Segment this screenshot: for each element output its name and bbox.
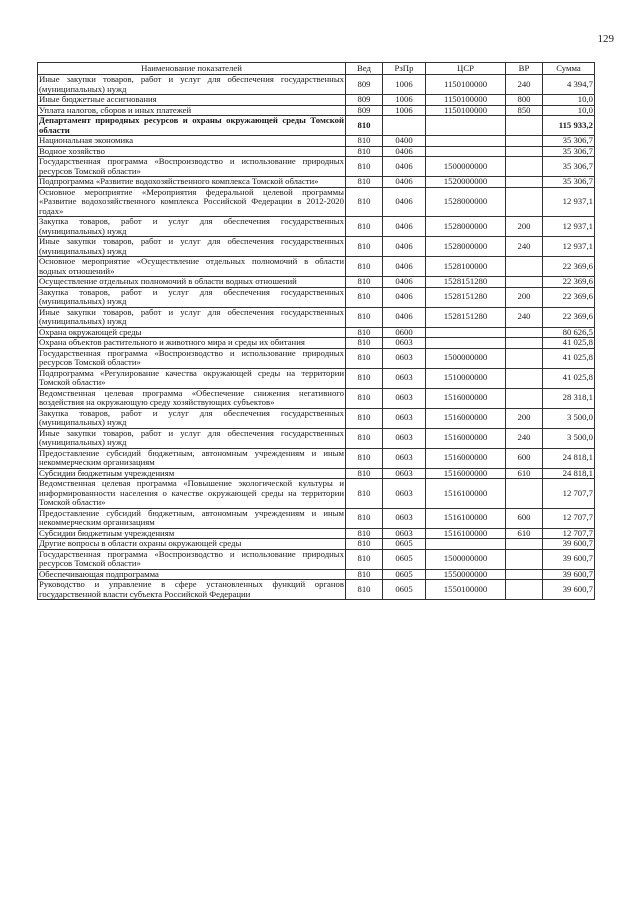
row-name-cell: Департамент природных ресурсов и охраны окружающей среды Томской области bbox=[39, 115, 344, 135]
row-csr-cell bbox=[426, 146, 506, 157]
row-csr-cell: 1516000000 bbox=[426, 408, 506, 428]
row-sum-cell: 35 306,7 bbox=[543, 146, 595, 157]
table-row bbox=[38, 75, 595, 95]
row-ved-cell: 810 bbox=[346, 479, 383, 509]
row-ved-cell: 810 bbox=[346, 338, 383, 349]
table-row bbox=[38, 468, 595, 479]
row-rzpr-cell: 0406 bbox=[383, 217, 426, 237]
row-sum-cell: 22 369,6 bbox=[543, 277, 595, 288]
row-name-cell: Иные закупки товаров, работ и услуг для обеспечения государственных (муниципальных) нужд bbox=[39, 74, 344, 94]
row-csr-cell: 1516000000 bbox=[426, 468, 506, 479]
row-csr-cell bbox=[426, 136, 506, 147]
row-rzpr-cell: 0605 bbox=[383, 549, 426, 569]
row-sum-cell: 41 025,8 bbox=[543, 338, 595, 349]
row-vr-cell: 600 bbox=[506, 448, 543, 468]
row-vr-cell: 240 bbox=[506, 428, 543, 448]
table-row bbox=[38, 157, 595, 177]
row-rzpr-cell: 1006 bbox=[383, 105, 426, 116]
row-rzpr-cell: 0406 bbox=[383, 146, 426, 157]
table-row bbox=[38, 528, 595, 539]
row-rzpr-cell: 0603 bbox=[383, 348, 426, 368]
row-csr-cell: 1516100000 bbox=[426, 508, 506, 528]
row-name-cell: Охрана окружающей среды bbox=[38, 327, 346, 338]
row-rzpr-cell: 0603 bbox=[383, 408, 426, 428]
table-row bbox=[38, 177, 595, 188]
table-row bbox=[38, 257, 595, 277]
row-name-cell: Субсидии бюджетным учреждениям bbox=[38, 528, 346, 539]
row-csr-cell: 1550000000 bbox=[426, 569, 506, 580]
header-name: Наименование показателей bbox=[38, 63, 346, 75]
table-row bbox=[38, 428, 595, 448]
row-ved-cell: 810 bbox=[346, 348, 383, 368]
table-row bbox=[38, 580, 595, 600]
row-sum-cell: 3 500,0 bbox=[543, 428, 595, 448]
row-name-cell: Осуществление отдельных полномочий в области водных отношений bbox=[38, 277, 346, 288]
row-sum-cell: 12 937,1 bbox=[543, 217, 595, 237]
row-csr-cell bbox=[426, 116, 506, 136]
row-csr-cell: 1516100000 bbox=[426, 528, 506, 539]
row-ved-cell: 810 bbox=[346, 528, 383, 539]
row-name-cell: Основное мероприятие «Осуществление отдельных полномочий в области водных отношений» bbox=[39, 256, 344, 276]
row-rzpr-cell bbox=[383, 116, 426, 136]
row-name-cell: Закупка товаров, работ и услуг для обеспечения государственных (муниципальных) нужд bbox=[39, 286, 344, 306]
row-ved-cell: 810 bbox=[346, 116, 383, 136]
row-vr-cell: 800 bbox=[506, 95, 543, 106]
table-row bbox=[38, 327, 595, 338]
row-vr-cell bbox=[506, 479, 543, 509]
row-sum-cell: 39 600,7 bbox=[543, 580, 595, 600]
row-name-cell: Государственная программа «Воспроизводство и использование природных ресурсов Томской области» bbox=[39, 156, 344, 176]
row-sum-cell: 24 818,1 bbox=[543, 448, 595, 468]
row-vr-cell: 200 bbox=[506, 287, 543, 307]
row-vr-cell bbox=[506, 539, 543, 550]
row-csr-cell: 1516100000 bbox=[426, 479, 506, 509]
row-ved-cell: 810 bbox=[346, 368, 383, 388]
row-csr-cell: 1516000000 bbox=[426, 388, 506, 408]
row-rzpr-cell: 1006 bbox=[383, 95, 426, 106]
row-vr-cell bbox=[506, 277, 543, 288]
row-csr-cell: 1528000000 bbox=[426, 237, 506, 257]
row-sum-cell: 41 025,8 bbox=[543, 348, 595, 368]
row-vr-cell bbox=[506, 549, 543, 569]
row-csr-cell: 1516000000 bbox=[426, 428, 506, 448]
row-name-cell: Ведомственная целевая программа «Обеспечение снижения негативного воздействия на окружающую среду хозяйствующих субъектов» bbox=[39, 387, 344, 407]
row-sum-cell: 39 600,7 bbox=[543, 539, 595, 550]
table-row bbox=[38, 136, 595, 147]
row-ved-cell: 810 bbox=[346, 287, 383, 307]
row-csr-cell: 1528151280 bbox=[426, 307, 506, 327]
row-sum-cell: 39 600,7 bbox=[543, 549, 595, 569]
row-rzpr-cell: 0603 bbox=[383, 508, 426, 528]
row-sum-cell: 35 306,7 bbox=[543, 177, 595, 188]
row-csr-cell: 1500000000 bbox=[426, 549, 506, 569]
table-row bbox=[38, 388, 595, 408]
row-name-cell: Предоставление субсидий бюджетным, автономным учреждениям и иным некоммерческим организациям bbox=[39, 507, 344, 527]
table-row bbox=[38, 569, 595, 580]
row-ved-cell: 810 bbox=[346, 408, 383, 428]
row-csr-cell: 1528151280 bbox=[426, 277, 506, 288]
row-sum-cell: 12 937,1 bbox=[543, 237, 595, 257]
row-ved-cell: 810 bbox=[346, 539, 383, 550]
row-sum-cell: 12 707,7 bbox=[543, 528, 595, 539]
row-sum-cell: 22 369,6 bbox=[543, 287, 595, 307]
table-row bbox=[38, 237, 595, 257]
row-name-cell: Субсидии бюджетным учреждениям bbox=[38, 468, 346, 479]
header-row bbox=[38, 63, 595, 75]
row-rzpr-cell: 0400 bbox=[383, 136, 426, 147]
row-sum-cell: 39 600,7 bbox=[543, 569, 595, 580]
row-name-cell: Закупка товаров, работ и услуг для обеспечения государственных (муниципальных) нужд bbox=[39, 407, 344, 427]
row-sum-cell: 41 025,8 bbox=[543, 368, 595, 388]
row-rzpr-cell: 0600 bbox=[383, 327, 426, 338]
row-name-cell: Предоставление субсидий бюджетным, автономным учреждениям и иным некоммерческим организациям bbox=[39, 447, 344, 467]
table-row bbox=[38, 408, 595, 428]
row-vr-cell: 240 bbox=[506, 307, 543, 327]
row-vr-cell bbox=[506, 580, 543, 600]
row-rzpr-cell: 0605 bbox=[383, 539, 426, 550]
header-csr: ЦСР bbox=[426, 63, 506, 75]
row-name-cell: Подпрограмма «Регулирование качества окружающей среды на территории Томской области» bbox=[39, 367, 344, 387]
row-rzpr-cell: 0605 bbox=[383, 569, 426, 580]
row-name-cell: Другие вопросы в области охраны окружающей среды bbox=[38, 539, 346, 550]
row-rzpr-cell: 0603 bbox=[383, 428, 426, 448]
table-row bbox=[38, 479, 595, 509]
row-rzpr-cell: 0406 bbox=[383, 257, 426, 277]
row-csr-cell: 1516000000 bbox=[426, 448, 506, 468]
row-csr-cell: 1528000000 bbox=[426, 217, 506, 237]
row-sum-cell: 12 937,1 bbox=[543, 187, 595, 217]
row-ved-cell: 809 bbox=[346, 75, 383, 95]
table-row bbox=[38, 277, 595, 288]
row-ved-cell: 810 bbox=[346, 448, 383, 468]
row-ved-cell: 810 bbox=[346, 277, 383, 288]
row-vr-cell bbox=[506, 348, 543, 368]
row-ved-cell: 810 bbox=[346, 136, 383, 147]
row-name-cell: Государственная программа «Воспроизводство и использование природных ресурсов Томской области» bbox=[39, 548, 344, 568]
row-ved-cell: 810 bbox=[346, 146, 383, 157]
page-number: 129 bbox=[597, 33, 614, 45]
row-csr-cell: 1150100000 bbox=[426, 95, 506, 106]
row-ved-cell: 810 bbox=[346, 549, 383, 569]
table-row bbox=[38, 95, 595, 106]
row-vr-cell: 200 bbox=[506, 217, 543, 237]
row-sum-cell: 24 818,1 bbox=[543, 468, 595, 479]
header-rzpr: РзПр bbox=[383, 63, 426, 75]
row-name-cell: Охрана объектов растительного и животного мира и среды их обитания bbox=[38, 338, 346, 349]
row-name-cell: Закупка товаров, работ и услуг для обеспечения государственных (муниципальных) нужд bbox=[39, 216, 344, 236]
row-vr-cell: 240 bbox=[506, 75, 543, 95]
row-sum-cell: 28 318,1 bbox=[543, 388, 595, 408]
row-vr-cell: 200 bbox=[506, 408, 543, 428]
row-vr-cell: 240 bbox=[506, 237, 543, 257]
row-ved-cell: 810 bbox=[346, 217, 383, 237]
row-rzpr-cell: 0406 bbox=[383, 157, 426, 177]
row-csr-cell: 1528151280 bbox=[426, 287, 506, 307]
row-rzpr-cell: 0603 bbox=[383, 388, 426, 408]
row-sum-cell: 22 369,6 bbox=[543, 307, 595, 327]
row-name-cell: Водное хозяйство bbox=[38, 146, 346, 157]
row-ved-cell: 810 bbox=[346, 508, 383, 528]
budget-table bbox=[37, 62, 595, 600]
row-rzpr-cell: 0406 bbox=[383, 277, 426, 288]
row-ved-cell: 810 bbox=[346, 388, 383, 408]
row-rzpr-cell: 0605 bbox=[383, 580, 426, 600]
row-name-cell: Иные бюджетные ассигнования bbox=[38, 95, 346, 106]
row-vr-cell bbox=[506, 157, 543, 177]
row-ved-cell: 810 bbox=[346, 307, 383, 327]
row-name-cell: Подпрограмма «Развитие водохозяйственного комплекса Томской области» bbox=[38, 177, 346, 188]
row-sum-cell: 12 707,7 bbox=[543, 508, 595, 528]
table-row bbox=[38, 287, 595, 307]
row-rzpr-cell: 0406 bbox=[383, 237, 426, 257]
table-row bbox=[38, 368, 595, 388]
table-row bbox=[38, 448, 595, 468]
header-sum: Сумма bbox=[543, 63, 595, 75]
row-rzpr-cell: 0406 bbox=[383, 177, 426, 188]
row-ved-cell: 810 bbox=[346, 187, 383, 217]
row-csr-cell: 1550100000 bbox=[426, 580, 506, 600]
row-vr-cell: 610 bbox=[506, 528, 543, 539]
row-ved-cell: 809 bbox=[346, 105, 383, 116]
table-row bbox=[38, 187, 595, 217]
row-sum-cell: 10,0 bbox=[543, 95, 595, 106]
row-ved-cell: 810 bbox=[346, 157, 383, 177]
row-rzpr-cell: 0603 bbox=[383, 468, 426, 479]
row-sum-cell: 115 933,2 bbox=[543, 116, 595, 136]
row-ved-cell: 810 bbox=[346, 580, 383, 600]
row-csr-cell: 1510000000 bbox=[426, 368, 506, 388]
table-row bbox=[38, 217, 595, 237]
row-name-cell: Ведомственная целевая программа «Повышение экологической культуры и информированности населения о качестве окружающей среды на территории Томской области» bbox=[39, 478, 344, 507]
row-csr-cell: 1528100000 bbox=[426, 257, 506, 277]
row-ved-cell: 810 bbox=[346, 569, 383, 580]
row-ved-cell: 810 bbox=[346, 177, 383, 188]
row-sum-cell: 35 306,7 bbox=[543, 157, 595, 177]
row-rzpr-cell: 0603 bbox=[383, 368, 426, 388]
row-sum-cell: 4 394,7 bbox=[543, 75, 595, 95]
row-vr-cell: 600 bbox=[506, 508, 543, 528]
row-vr-cell bbox=[506, 187, 543, 217]
row-vr-cell: 850 bbox=[506, 105, 543, 116]
row-rzpr-cell: 0406 bbox=[383, 287, 426, 307]
row-csr-cell bbox=[426, 338, 506, 349]
row-vr-cell bbox=[506, 338, 543, 349]
row-sum-cell: 12 707,7 bbox=[543, 479, 595, 509]
row-csr-cell: 1150100000 bbox=[426, 105, 506, 116]
row-sum-cell: 35 306,7 bbox=[543, 136, 595, 147]
row-name-cell: Национальная экономика bbox=[38, 136, 346, 147]
row-csr-cell: 1500000000 bbox=[426, 348, 506, 368]
row-name-cell: Обеспечивающая подпрограмма bbox=[38, 569, 346, 580]
row-sum-cell: 80 626,5 bbox=[543, 327, 595, 338]
table-row bbox=[38, 549, 595, 569]
row-ved-cell: 809 bbox=[346, 95, 383, 106]
row-name-cell: Руководство и управление в сфере установленных функций органов государственной власти субъекта Российской Федерации bbox=[39, 579, 344, 599]
row-csr-cell bbox=[426, 327, 506, 338]
row-sum-cell: 22 369,6 bbox=[543, 257, 595, 277]
row-ved-cell: 810 bbox=[346, 257, 383, 277]
row-vr-cell bbox=[506, 368, 543, 388]
row-rzpr-cell: 0406 bbox=[383, 187, 426, 217]
row-vr-cell bbox=[506, 327, 543, 338]
row-name-cell: Государственная программа «Воспроизводство и использование природных ресурсов Томской области» bbox=[39, 347, 344, 367]
row-rzpr-cell: 0603 bbox=[383, 528, 426, 539]
row-vr-cell: 610 bbox=[506, 468, 543, 479]
row-ved-cell: 810 bbox=[346, 428, 383, 448]
row-csr-cell bbox=[426, 539, 506, 550]
row-rzpr-cell: 0603 bbox=[383, 479, 426, 509]
row-rzpr-cell: 1006 bbox=[383, 75, 426, 95]
row-name-cell: Иные закупки товаров, работ и услуг для обеспечения государственных (муниципальных) нужд bbox=[39, 306, 344, 326]
row-rzpr-cell: 0406 bbox=[383, 307, 426, 327]
row-csr-cell: 1500000000 bbox=[426, 157, 506, 177]
row-name-cell: Иные закупки товаров, работ и услуг для обеспечения государственных (муниципальных) нужд bbox=[39, 236, 344, 256]
row-sum-cell: 3 500,0 bbox=[543, 408, 595, 428]
table-row bbox=[38, 307, 595, 327]
table-row bbox=[38, 116, 595, 136]
row-ved-cell: 810 bbox=[346, 327, 383, 338]
row-rzpr-cell: 0603 bbox=[383, 338, 426, 349]
row-ved-cell: 810 bbox=[346, 468, 383, 479]
row-name-cell: Уплата налогов, сборов и иных платежей bbox=[38, 105, 346, 116]
row-vr-cell bbox=[506, 146, 543, 157]
table-row bbox=[38, 508, 595, 528]
row-vr-cell bbox=[506, 136, 543, 147]
row-csr-cell: 1520000000 bbox=[426, 177, 506, 188]
table-row bbox=[38, 348, 595, 368]
row-csr-cell: 1528000000 bbox=[426, 187, 506, 217]
row-rzpr-cell: 0603 bbox=[383, 448, 426, 468]
table-row bbox=[38, 146, 595, 157]
row-name-cell: Основное мероприятие «Мероприятия федеральной целевой программы «Развитие водохозяйственного комплекса Российской Федерации в 2012-2020 годах» bbox=[39, 186, 344, 216]
table-row bbox=[38, 338, 595, 349]
row-vr-cell bbox=[506, 257, 543, 277]
row-name-cell: Иные закупки товаров, работ и услуг для обеспечения государственных (муниципальных) нужд bbox=[39, 427, 344, 447]
row-vr-cell bbox=[506, 116, 543, 136]
table-row bbox=[38, 105, 595, 116]
header-ved: Вед bbox=[346, 63, 383, 75]
row-vr-cell bbox=[506, 569, 543, 580]
table-row bbox=[38, 539, 595, 550]
header-vr: ВР bbox=[506, 63, 543, 75]
row-sum-cell: 10,0 bbox=[543, 105, 595, 116]
row-ved-cell: 810 bbox=[346, 237, 383, 257]
row-csr-cell: 1150100000 bbox=[426, 75, 506, 95]
row-vr-cell bbox=[506, 177, 543, 188]
row-vr-cell bbox=[506, 388, 543, 408]
